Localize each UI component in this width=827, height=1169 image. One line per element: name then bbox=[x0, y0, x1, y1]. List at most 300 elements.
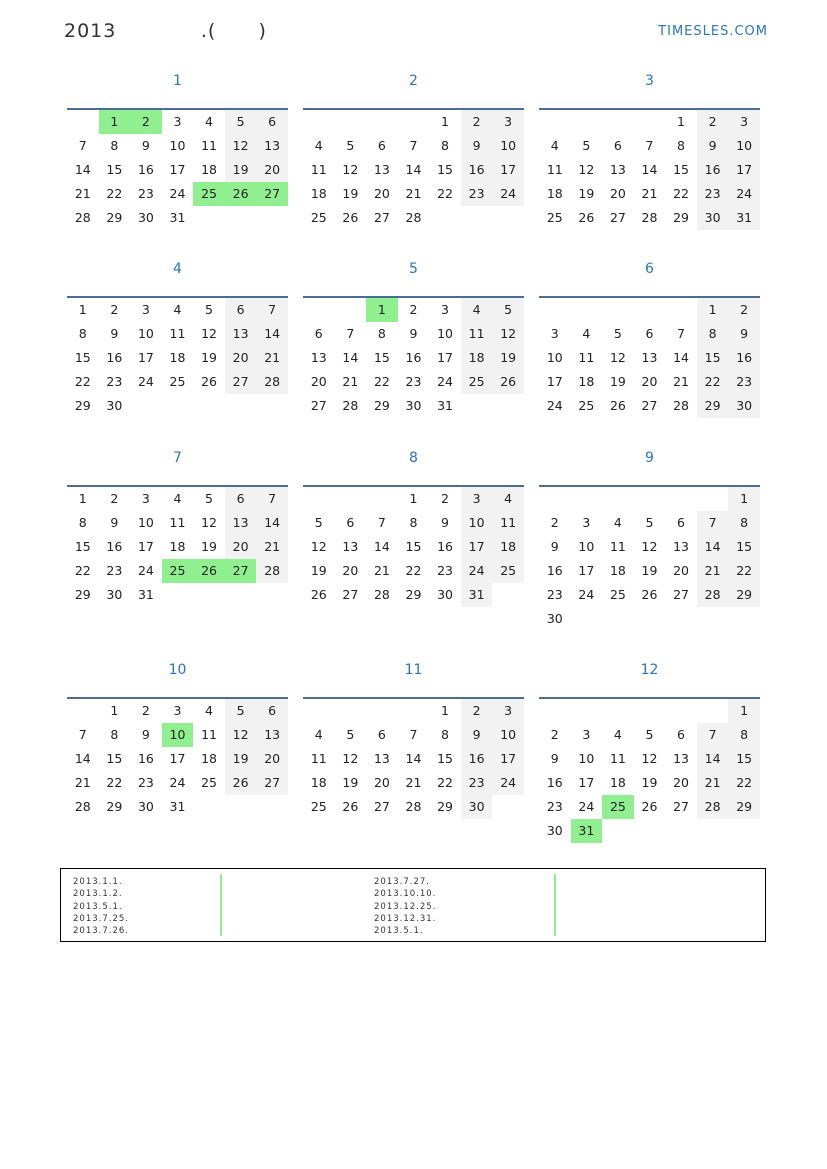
day-cell[interactable]: 4 bbox=[173, 302, 182, 317]
day-cell[interactable]: 9 bbox=[550, 539, 559, 554]
day-cell[interactable]: 3 bbox=[550, 326, 559, 341]
day-cell[interactable]: 2 bbox=[110, 491, 119, 506]
day-cell[interactable]: 16 bbox=[546, 775, 563, 790]
day-cell[interactable]: 17 bbox=[437, 350, 453, 365]
day-cell[interactable]: 26 bbox=[310, 587, 327, 602]
day-cell[interactable]: 24 bbox=[492, 182, 524, 206]
day-cell[interactable]: 14 bbox=[373, 539, 390, 554]
day-cell[interactable]: 8 bbox=[697, 322, 729, 346]
day-cell[interactable]: 18 bbox=[310, 186, 327, 201]
day-cell[interactable]: 30 bbox=[106, 398, 123, 413]
day-cell[interactable]: 12 bbox=[641, 539, 658, 554]
day-cell[interactable]: 15 bbox=[405, 539, 422, 554]
day-cell[interactable]: 3 bbox=[582, 727, 591, 742]
day-cell[interactable]: 30 bbox=[405, 398, 422, 413]
day-cell[interactable]: 26 bbox=[578, 210, 595, 225]
day-cell[interactable]: 15 bbox=[373, 350, 390, 365]
day-cell[interactable]: 12 bbox=[578, 162, 595, 177]
day-cell[interactable]: 13 bbox=[373, 162, 390, 177]
day-cell[interactable]: 4 bbox=[492, 487, 524, 511]
day-cell[interactable]: 16 bbox=[437, 539, 453, 554]
day-cell[interactable]: 19 bbox=[578, 186, 595, 201]
day-cell[interactable]: 3 bbox=[441, 302, 449, 317]
day-cell[interactable]: 6 bbox=[677, 515, 685, 530]
day-cell[interactable]: 14 bbox=[74, 162, 91, 177]
day-cell[interactable]: 19 bbox=[225, 158, 257, 182]
day-cell[interactable]: 2 bbox=[461, 699, 493, 723]
day-cell[interactable]: 26 bbox=[641, 799, 658, 814]
day-cell[interactable]: 22 bbox=[728, 559, 760, 583]
day-cell[interactable]: 12 bbox=[342, 751, 359, 766]
day-cell[interactable]: 30 bbox=[137, 210, 154, 225]
day-cell[interactable]: 9 bbox=[110, 515, 119, 530]
day-cell[interactable]: 3 bbox=[582, 515, 591, 530]
day-cell[interactable]: 21 bbox=[256, 535, 288, 559]
day-cell[interactable]: 31 bbox=[461, 583, 493, 607]
day-cell[interactable]: 6 bbox=[314, 326, 323, 341]
day-cell[interactable]: 16 bbox=[405, 350, 422, 365]
day-cell[interactable]: 27 bbox=[225, 559, 257, 583]
day-cell[interactable]: 13 bbox=[609, 162, 626, 177]
day-cell[interactable]: 21 bbox=[373, 563, 390, 578]
day-cell[interactable]: 25 bbox=[193, 182, 225, 206]
day-cell[interactable]: 22 bbox=[373, 374, 390, 389]
day-cell[interactable]: 25 bbox=[461, 370, 493, 394]
day-cell[interactable]: 3 bbox=[173, 114, 182, 129]
day-cell[interactable]: 16 bbox=[106, 350, 123, 365]
day-cell[interactable]: 5 bbox=[645, 727, 654, 742]
day-cell[interactable]: 22 bbox=[405, 563, 422, 578]
day-cell[interactable]: 31 bbox=[571, 819, 603, 843]
day-cell[interactable]: 6 bbox=[645, 326, 654, 341]
day-cell[interactable]: 10 bbox=[578, 751, 595, 766]
day-cell[interactable]: 19 bbox=[225, 747, 257, 771]
day-cell[interactable]: 28 bbox=[697, 795, 729, 819]
day-cell[interactable]: 17 bbox=[492, 747, 524, 771]
day-cell[interactable]: 31 bbox=[437, 398, 453, 413]
day-cell[interactable]: 29 bbox=[74, 587, 91, 602]
day-cell[interactable]: 6 bbox=[377, 138, 386, 153]
day-cell[interactable]: 27 bbox=[641, 398, 658, 413]
day-cell[interactable]: 15 bbox=[728, 535, 760, 559]
day-cell[interactable]: 10 bbox=[492, 134, 524, 158]
day-cell[interactable]: 10 bbox=[137, 326, 154, 341]
day-cell[interactable]: 14 bbox=[256, 322, 288, 346]
day-cell[interactable]: 2 bbox=[461, 110, 493, 134]
day-cell[interactable]: 25 bbox=[609, 587, 626, 602]
day-cell[interactable]: 7 bbox=[256, 298, 288, 322]
day-cell[interactable]: 14 bbox=[342, 350, 359, 365]
day-cell[interactable]: 14 bbox=[405, 751, 422, 766]
day-cell[interactable]: 24 bbox=[169, 186, 186, 201]
day-cell[interactable]: 30 bbox=[437, 587, 453, 602]
day-cell[interactable]: 24 bbox=[137, 374, 154, 389]
day-cell[interactable]: 22 bbox=[437, 186, 453, 201]
day-cell[interactable]: 12 bbox=[225, 134, 257, 158]
day-cell[interactable]: 16 bbox=[461, 747, 493, 771]
day-cell[interactable]: 6 bbox=[346, 515, 355, 530]
day-cell[interactable]: 25 bbox=[310, 210, 327, 225]
day-cell[interactable]: 2 bbox=[141, 703, 150, 718]
day-cell[interactable]: 28 bbox=[256, 559, 288, 583]
day-cell[interactable]: 12 bbox=[310, 539, 327, 554]
day-cell[interactable]: 29 bbox=[728, 795, 760, 819]
day-cell[interactable]: 12 bbox=[641, 751, 658, 766]
day-cell[interactable]: 27 bbox=[256, 182, 288, 206]
day-cell[interactable]: 28 bbox=[641, 210, 658, 225]
day-cell[interactable]: 13 bbox=[641, 350, 658, 365]
day-cell[interactable]: 6 bbox=[256, 699, 288, 723]
day-cell[interactable]: 7 bbox=[78, 727, 87, 742]
day-cell[interactable]: 29 bbox=[74, 398, 91, 413]
day-cell[interactable]: 2 bbox=[409, 302, 418, 317]
day-cell[interactable]: 5 bbox=[346, 727, 355, 742]
day-cell[interactable]: 21 bbox=[256, 346, 288, 370]
day-cell[interactable]: 16 bbox=[697, 158, 729, 182]
day-cell[interactable]: 7 bbox=[645, 138, 654, 153]
day-cell[interactable]: 15 bbox=[74, 350, 91, 365]
day-cell[interactable]: 1 bbox=[441, 114, 449, 129]
day-cell[interactable]: 5 bbox=[645, 515, 654, 530]
day-cell[interactable]: 2 bbox=[550, 727, 559, 742]
day-cell[interactable]: 23 bbox=[728, 370, 760, 394]
day-cell[interactable]: 16 bbox=[546, 563, 563, 578]
day-cell[interactable]: 8 bbox=[728, 723, 760, 747]
day-cell[interactable]: 15 bbox=[728, 747, 760, 771]
day-cell[interactable]: 16 bbox=[137, 751, 154, 766]
day-cell[interactable]: 20 bbox=[673, 563, 689, 578]
day-cell[interactable]: 28 bbox=[405, 210, 422, 225]
day-cell[interactable]: 27 bbox=[673, 587, 689, 602]
day-cell[interactable]: 15 bbox=[437, 162, 453, 177]
day-cell[interactable]: 20 bbox=[373, 775, 390, 790]
day-cell[interactable]: 3 bbox=[728, 110, 760, 134]
day-cell[interactable]: 11 bbox=[461, 322, 493, 346]
day-cell[interactable]: 13 bbox=[225, 322, 257, 346]
day-cell[interactable]: 19 bbox=[201, 539, 217, 554]
day-cell[interactable]: 19 bbox=[609, 374, 626, 389]
day-cell[interactable]: 17 bbox=[461, 535, 493, 559]
day-cell[interactable]: 30 bbox=[546, 611, 563, 626]
day-cell[interactable]: 26 bbox=[225, 771, 257, 795]
day-cell[interactable]: 7 bbox=[377, 515, 386, 530]
day-cell[interactable]: 17 bbox=[137, 350, 154, 365]
day-cell[interactable]: 23 bbox=[546, 587, 563, 602]
day-cell[interactable]: 28 bbox=[373, 587, 390, 602]
day-cell[interactable]: 7 bbox=[78, 138, 87, 153]
day-cell[interactable]: 24 bbox=[578, 799, 595, 814]
day-cell[interactable]: 10 bbox=[162, 723, 194, 747]
day-cell[interactable]: 20 bbox=[225, 535, 257, 559]
day-cell[interactable]: 3 bbox=[173, 703, 182, 718]
day-cell[interactable]: 11 bbox=[169, 515, 186, 530]
day-cell[interactable]: 8 bbox=[409, 515, 418, 530]
day-cell[interactable]: 8 bbox=[78, 515, 87, 530]
day-cell[interactable]: 30 bbox=[137, 799, 154, 814]
day-cell[interactable]: 2 bbox=[441, 491, 449, 506]
day-cell[interactable]: 28 bbox=[74, 799, 91, 814]
day-cell[interactable]: 24 bbox=[437, 374, 453, 389]
day-cell[interactable]: 15 bbox=[673, 162, 689, 177]
day-cell[interactable]: 22 bbox=[106, 186, 123, 201]
day-cell[interactable]: 8 bbox=[728, 511, 760, 535]
day-cell[interactable]: 24 bbox=[728, 182, 760, 206]
day-cell[interactable]: 9 bbox=[697, 134, 729, 158]
day-cell[interactable]: 20 bbox=[373, 186, 390, 201]
day-cell[interactable]: 9 bbox=[110, 326, 119, 341]
day-cell[interactable]: 17 bbox=[546, 374, 563, 389]
day-cell[interactable]: 7 bbox=[677, 326, 685, 341]
day-cell[interactable]: 25 bbox=[162, 559, 194, 583]
day-cell[interactable]: 8 bbox=[377, 326, 386, 341]
day-cell[interactable]: 4 bbox=[461, 298, 493, 322]
day-cell[interactable]: 24 bbox=[492, 771, 524, 795]
day-cell[interactable]: 24 bbox=[461, 559, 493, 583]
day-cell[interactable]: 4 bbox=[613, 515, 622, 530]
day-cell[interactable]: 14 bbox=[673, 350, 689, 365]
day-cell[interactable]: 4 bbox=[205, 703, 213, 718]
day-cell[interactable]: 15 bbox=[437, 751, 453, 766]
day-cell[interactable]: 9 bbox=[728, 322, 760, 346]
day-cell[interactable]: 4 bbox=[550, 138, 559, 153]
day-cell[interactable]: 25 bbox=[201, 775, 217, 790]
day-cell[interactable]: 28 bbox=[405, 799, 422, 814]
day-cell[interactable]: 16 bbox=[106, 539, 123, 554]
day-cell[interactable]: 26 bbox=[609, 398, 626, 413]
day-cell[interactable]: 28 bbox=[256, 370, 288, 394]
day-cell[interactable]: 5 bbox=[346, 138, 355, 153]
day-cell[interactable]: 20 bbox=[641, 374, 658, 389]
day-cell[interactable]: 10 bbox=[169, 138, 186, 153]
day-cell[interactable]: 19 bbox=[310, 563, 327, 578]
day-cell[interactable]: 8 bbox=[78, 326, 87, 341]
day-cell[interactable]: 5 bbox=[613, 326, 622, 341]
day-cell[interactable]: 22 bbox=[74, 563, 91, 578]
day-cell[interactable]: 23 bbox=[137, 775, 154, 790]
day-cell[interactable]: 22 bbox=[74, 374, 91, 389]
day-cell[interactable]: 18 bbox=[201, 162, 217, 177]
day-cell[interactable]: 12 bbox=[225, 723, 257, 747]
day-cell[interactable]: 12 bbox=[201, 515, 217, 530]
day-cell[interactable]: 8 bbox=[677, 138, 685, 153]
day-cell[interactable]: 30 bbox=[106, 587, 123, 602]
day-cell[interactable]: 18 bbox=[609, 775, 626, 790]
day-cell[interactable]: 5 bbox=[205, 491, 213, 506]
day-cell[interactable]: 10 bbox=[492, 723, 524, 747]
day-cell[interactable]: 1 bbox=[409, 491, 418, 506]
day-cell[interactable]: 9 bbox=[461, 723, 493, 747]
day-cell[interactable]: 13 bbox=[673, 539, 689, 554]
day-cell[interactable]: 11 bbox=[310, 162, 327, 177]
day-cell[interactable]: 7 bbox=[697, 723, 729, 747]
day-cell[interactable]: 13 bbox=[225, 511, 257, 535]
day-cell[interactable]: 20 bbox=[310, 374, 327, 389]
day-cell[interactable]: 1 bbox=[728, 699, 760, 723]
day-cell[interactable]: 2 bbox=[728, 298, 760, 322]
day-cell[interactable]: 20 bbox=[673, 775, 689, 790]
day-cell[interactable]: 15 bbox=[106, 162, 123, 177]
day-cell[interactable]: 19 bbox=[641, 563, 658, 578]
day-cell[interactable]: 26 bbox=[492, 370, 524, 394]
day-cell[interactable]: 8 bbox=[441, 138, 449, 153]
day-cell[interactable]: 27 bbox=[225, 370, 257, 394]
day-cell[interactable]: 25 bbox=[602, 795, 634, 819]
day-cell[interactable]: 16 bbox=[728, 346, 760, 370]
day-cell[interactable]: 18 bbox=[310, 775, 327, 790]
day-cell[interactable]: 9 bbox=[141, 727, 150, 742]
day-cell[interactable]: 1 bbox=[697, 298, 729, 322]
day-cell[interactable]: 28 bbox=[74, 210, 91, 225]
day-cell[interactable]: 6 bbox=[256, 110, 288, 134]
day-cell[interactable]: 12 bbox=[609, 350, 626, 365]
day-cell[interactable]: 25 bbox=[546, 210, 563, 225]
day-cell[interactable]: 2 bbox=[550, 515, 559, 530]
day-cell[interactable]: 26 bbox=[342, 210, 359, 225]
day-cell[interactable]: 24 bbox=[546, 398, 563, 413]
day-cell[interactable]: 30 bbox=[461, 795, 493, 819]
day-cell[interactable]: 13 bbox=[256, 723, 288, 747]
day-cell[interactable]: 5 bbox=[492, 298, 524, 322]
day-cell[interactable]: 21 bbox=[641, 186, 658, 201]
day-cell[interactable]: 10 bbox=[437, 326, 453, 341]
day-cell[interactable]: 9 bbox=[550, 751, 559, 766]
day-cell[interactable]: 21 bbox=[74, 186, 91, 201]
day-cell[interactable]: 23 bbox=[546, 799, 563, 814]
day-cell[interactable]: 14 bbox=[256, 511, 288, 535]
day-cell[interactable]: 14 bbox=[697, 747, 729, 771]
day-cell[interactable]: 23 bbox=[137, 186, 154, 201]
day-cell[interactable]: 25 bbox=[578, 398, 595, 413]
day-cell[interactable]: 9 bbox=[409, 326, 418, 341]
day-cell[interactable]: 13 bbox=[673, 751, 689, 766]
day-cell[interactable]: 29 bbox=[673, 210, 689, 225]
day-cell[interactable]: 11 bbox=[578, 350, 595, 365]
day-cell[interactable]: 14 bbox=[641, 162, 658, 177]
day-cell[interactable]: 20 bbox=[256, 158, 288, 182]
day-cell[interactable]: 23 bbox=[405, 374, 422, 389]
day-cell[interactable]: 13 bbox=[342, 539, 359, 554]
day-cell[interactable]: 12 bbox=[201, 326, 217, 341]
day-cell[interactable]: 18 bbox=[169, 539, 186, 554]
day-cell[interactable]: 31 bbox=[728, 206, 760, 230]
day-cell[interactable]: 7 bbox=[346, 326, 355, 341]
day-cell[interactable]: 31 bbox=[169, 799, 186, 814]
day-cell[interactable]: 23 bbox=[106, 374, 123, 389]
day-cell[interactable]: 20 bbox=[225, 346, 257, 370]
day-cell[interactable]: 6 bbox=[613, 138, 622, 153]
day-cell[interactable]: 23 bbox=[461, 771, 493, 795]
day-cell[interactable]: 12 bbox=[342, 162, 359, 177]
day-cell[interactable]: 14 bbox=[405, 162, 422, 177]
day-cell[interactable]: 24 bbox=[578, 587, 595, 602]
day-cell[interactable]: 1 bbox=[110, 703, 119, 718]
day-cell[interactable]: 25 bbox=[310, 799, 327, 814]
day-cell[interactable]: 14 bbox=[74, 751, 91, 766]
day-cell[interactable]: 26 bbox=[193, 559, 225, 583]
day-cell[interactable]: 21 bbox=[342, 374, 359, 389]
day-cell[interactable]: 3 bbox=[141, 491, 150, 506]
day-cell[interactable]: 4 bbox=[205, 114, 213, 129]
day-cell[interactable]: 3 bbox=[461, 487, 493, 511]
day-cell[interactable]: 2 bbox=[130, 110, 162, 134]
day-cell[interactable]: 21 bbox=[673, 374, 689, 389]
day-cell[interactable]: 9 bbox=[461, 134, 493, 158]
day-cell[interactable]: 27 bbox=[310, 398, 327, 413]
day-cell[interactable]: 10 bbox=[578, 539, 595, 554]
day-cell[interactable]: 15 bbox=[697, 346, 729, 370]
day-cell[interactable]: 29 bbox=[106, 210, 123, 225]
day-cell[interactable]: 7 bbox=[697, 511, 729, 535]
day-cell[interactable]: 21 bbox=[405, 186, 422, 201]
day-cell[interactable]: 5 bbox=[225, 699, 257, 723]
day-cell[interactable]: 24 bbox=[169, 775, 186, 790]
day-cell[interactable]: 17 bbox=[578, 563, 595, 578]
day-cell[interactable]: 27 bbox=[609, 210, 626, 225]
day-cell[interactable]: 4 bbox=[173, 491, 182, 506]
day-cell[interactable]: 29 bbox=[437, 799, 453, 814]
day-cell[interactable]: 19 bbox=[342, 775, 359, 790]
day-cell[interactable]: 1 bbox=[78, 302, 87, 317]
day-cell[interactable]: 13 bbox=[310, 350, 327, 365]
day-cell[interactable]: 6 bbox=[225, 298, 257, 322]
day-cell[interactable]: 22 bbox=[437, 775, 453, 790]
day-cell[interactable]: 3 bbox=[492, 110, 524, 134]
day-cell[interactable]: 11 bbox=[492, 511, 524, 535]
day-cell[interactable]: 20 bbox=[609, 186, 626, 201]
day-cell[interactable]: 12 bbox=[492, 322, 524, 346]
day-cell[interactable]: 16 bbox=[137, 162, 154, 177]
day-cell[interactable]: 19 bbox=[492, 346, 524, 370]
day-cell[interactable]: 13 bbox=[373, 751, 390, 766]
day-cell[interactable]: 10 bbox=[728, 134, 760, 158]
day-cell[interactable]: 25 bbox=[492, 559, 524, 583]
day-cell[interactable]: 22 bbox=[728, 771, 760, 795]
day-cell[interactable]: 3 bbox=[492, 699, 524, 723]
day-cell[interactable]: 2 bbox=[697, 110, 729, 134]
brand-logo-text[interactable]: TIMESLES.COM bbox=[658, 24, 768, 39]
day-cell[interactable]: 1 bbox=[728, 487, 760, 511]
day-cell[interactable]: 17 bbox=[728, 158, 760, 182]
day-cell[interactable]: 23 bbox=[437, 563, 453, 578]
day-cell[interactable]: 6 bbox=[225, 487, 257, 511]
day-cell[interactable]: 25 bbox=[169, 374, 186, 389]
day-cell[interactable]: 21 bbox=[74, 775, 91, 790]
day-cell[interactable]: 30 bbox=[728, 394, 760, 418]
day-cell[interactable]: 26 bbox=[225, 182, 257, 206]
day-cell[interactable]: 11 bbox=[310, 751, 327, 766]
day-cell[interactable]: 19 bbox=[201, 350, 217, 365]
day-cell[interactable]: 19 bbox=[641, 775, 658, 790]
day-cell[interactable]: 31 bbox=[169, 210, 186, 225]
day-cell[interactable]: 27 bbox=[673, 799, 689, 814]
day-cell[interactable]: 13 bbox=[256, 134, 288, 158]
day-cell[interactable]: 29 bbox=[373, 398, 390, 413]
day-cell[interactable]: 31 bbox=[137, 587, 154, 602]
day-cell[interactable]: 5 bbox=[225, 110, 257, 134]
day-cell[interactable]: 29 bbox=[106, 799, 123, 814]
day-cell[interactable]: 4 bbox=[582, 326, 591, 341]
day-cell[interactable]: 17 bbox=[169, 751, 186, 766]
day-cell[interactable]: 11 bbox=[609, 751, 626, 766]
day-cell[interactable]: 29 bbox=[697, 394, 729, 418]
day-cell[interactable]: 27 bbox=[373, 210, 390, 225]
day-cell[interactable]: 28 bbox=[342, 398, 359, 413]
day-cell[interactable]: 27 bbox=[373, 799, 390, 814]
day-cell[interactable]: 10 bbox=[546, 350, 563, 365]
day-cell[interactable]: 5 bbox=[314, 515, 323, 530]
day-cell[interactable]: 30 bbox=[697, 206, 729, 230]
day-cell[interactable]: 22 bbox=[673, 186, 689, 201]
